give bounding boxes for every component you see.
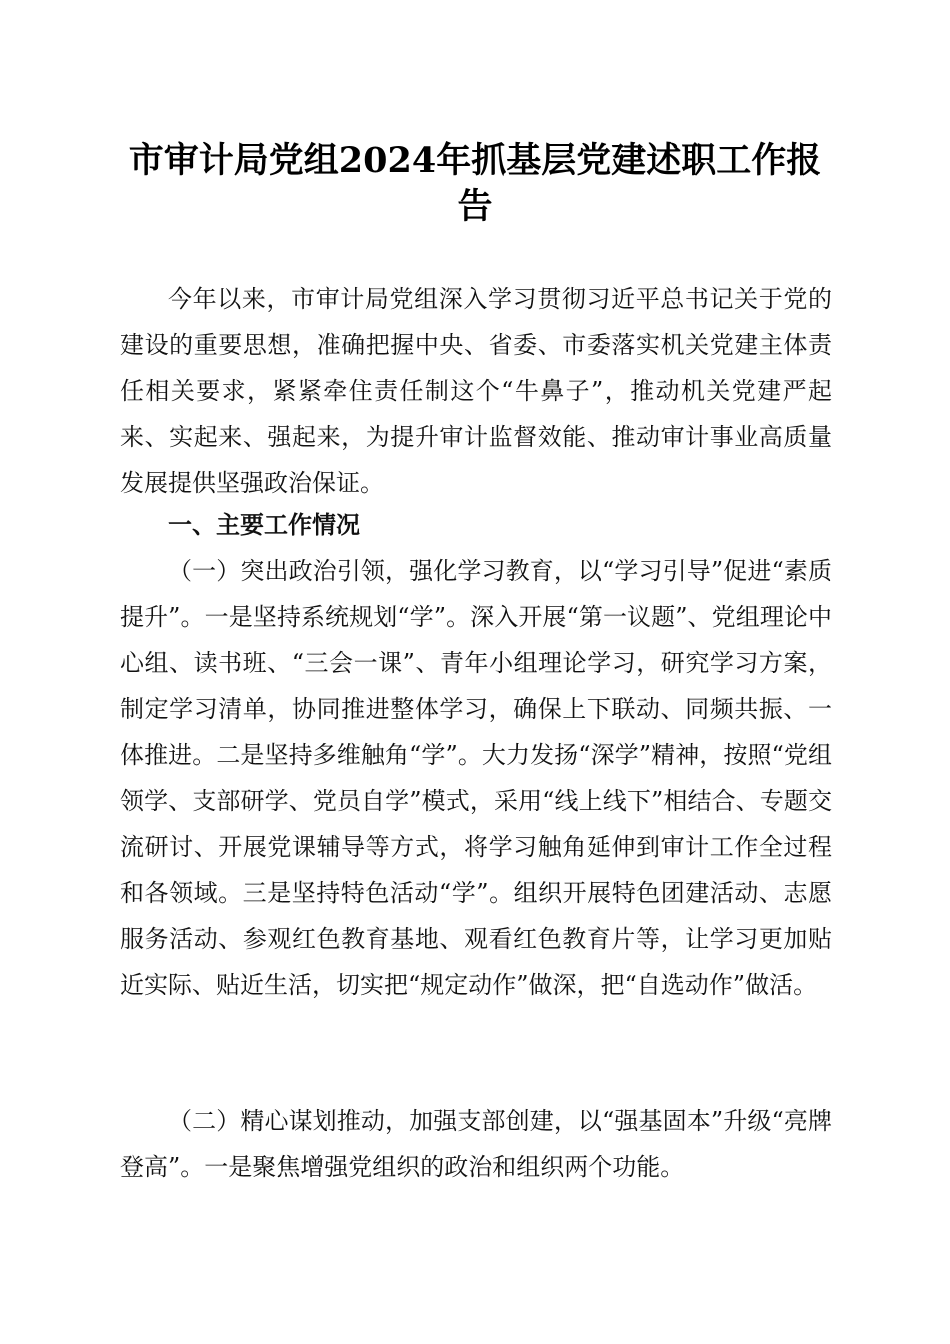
intro-paragraph: 今年以来，市审计局党组深入学习贯彻习近平总书记关于党的建设的重要思想，准确把握中央、省委、市委落实机关党建主体责任相关要求，紧紧牵住责任制这个“牛鼻子”，推动机关党建严起来、实起来、强起来，为提升审计监督效能、推动审计事业高质量发展提供坚强政治保证。 (120, 285, 832, 497)
section-2-paragraph: （二）精心谋划推动，加强支部创建，以“强基固本”升级“亮牌登高”。一是聚焦增强党组织的政治和组织两个功能。 (120, 1107, 832, 1181)
section-heading: 一、主要工作情况 (168, 510, 360, 539)
section-1-paragraph: （一）突出政治引领，强化学习教育，以“学习引导”促进“素质提升”。一是坚持系统规划“学”。深入开展“第一议题”、党组理论中心组、读书班、“三会一课”、青年小组理论学习，研究学习方案，制定学习清单，协同推进整体学习，确保上下联动、同频共振、一体推进。二是坚持多维触角“学”。大力发扬“深学”精神，按照“党组领学、支部研学、党员自学”模式，采用“线上线下”相结合、专题交流研讨、开展党课辅导等方式，将学习触角延伸到审计工作全过程和各领域。三是坚持特色活动“学”。组织开展特色团建活动、志愿服务活动、参观红色教育基地、观看红色教育片等，让学习更加贴近实际、贴近生活，切实把“规定动作”做深，把“自选动作”做活。 (120, 557, 832, 999)
document-title: 市审计局党组2024年抓基层党建述职工作报告 (128, 140, 822, 227)
